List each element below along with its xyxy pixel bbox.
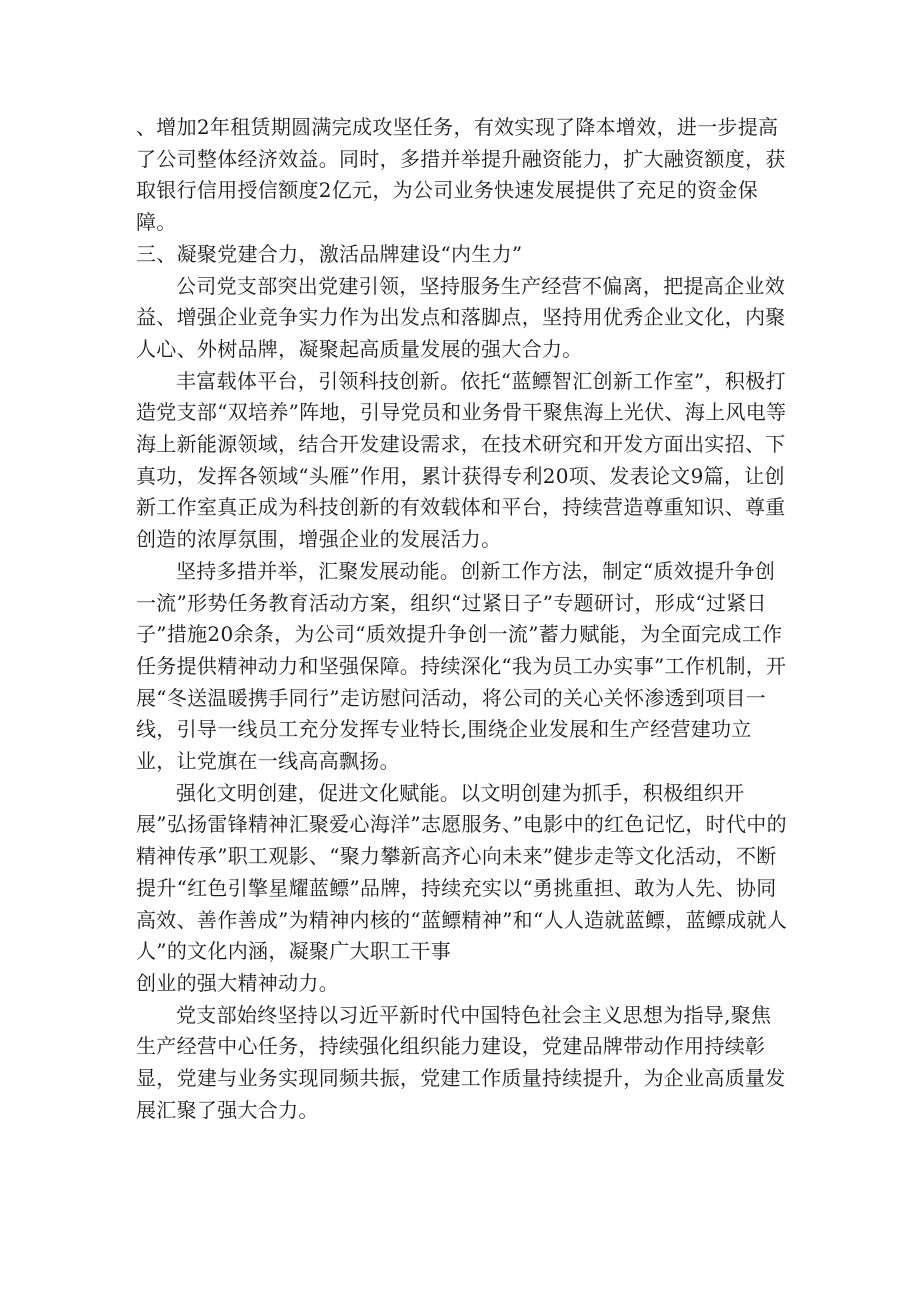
- paragraph-continuation: 、增加2年租赁期圆满完成攻坚任务，有效实现了降本增效，进一步提高了公司整体经济效益。同时，多措并举提升融资能力，扩大融资额度，获取银行信用授信额度2亿元，为公司业务快速发展提供了充足的资金保障。: [136, 115, 786, 235]
- paragraph: 强化文明创建，促进文化赋能。以文明创建为抓手，积极组织开展”弘扬雷锋精神汇聚爱心海洋”志愿服务、”电影中的红色记忆，时代中的精神传承”职工观影、“聚力攀新高齐心向未来”健步走等文化活动，不断提升“红色引擎星耀蓝鳔”品牌，持续充实以“勇挑重担、敢为人先、协同高效、善作善成”为精神内核的“蓝鳔精神”和“人人造就蓝鳔，蓝鳔成就人人”的文化内涵，凝聚广大职工干事: [136, 780, 788, 964]
- document-body: [136, 112, 788, 1127]
- paragraph: 坚持多措并举，汇聚发展动能。创新工作方法，制定“质效提升争创一流”形势任务教育活动方案，组织“过紧日子”专题研讨，形成“过紧日子”措施20余条，为公司“质效提升争创一流”蓄力赋能，为全面完成工作任务提供精神动力和坚强保障。持续深化“我为员工办实事”工作机制，开展“冬送温暖携手同行”走访慰问活动，将公司的关心关怀渗透到项目一线，引导一线员工充分发挥专业特长,围绕企业发展和生产经营建功立业，让党旗在一线高高飘扬。: [136, 558, 787, 774]
- paragraph: 公司党支部突出党建引领，坚持服务生产经营不偏离，把提高企业效益、增强企业竞争实力作为出发点和落脚点，坚持用优秀企业文化，内聚人心、外树品牌，凝聚起高质量发展的强大合力。: [136, 273, 786, 361]
- paragraph: 丰富载体平台，引领科技创新。依托“蓝鳔智汇创新工作室”，积极打造党支部“双培养”阵地，引导党员和业务骨干聚焦海上光伏、海上风电等海上新能源领域，结合开发建设需求，在技术研究和开发方面出实招、下真功，发挥各领域“头雁”作用，累计获得专利20项、发表论文9篇，让创新工作室真正成为科技创新的有效载体和平台，持续营造尊重知识、尊重创造的浓厚氛围，增强企业的发展活力。: [136, 368, 787, 552]
- section-heading: 三、凝聚党建合力，激活品牌建设“内生力”: [136, 241, 523, 266]
- paragraph: 党支部始终坚持以习近平新时代中国特色社会主义思想为指导,聚焦生产经营中心任务，持续强化组织能力建设，党建品牌带动作用持续彰显，党建与业务实现同频共振，党建工作质量持续提升，为企业高质量发展汇聚了强大合力。: [136, 1002, 786, 1122]
- paragraph-line-break: 创业的强大精神动力。: [136, 970, 339, 995]
